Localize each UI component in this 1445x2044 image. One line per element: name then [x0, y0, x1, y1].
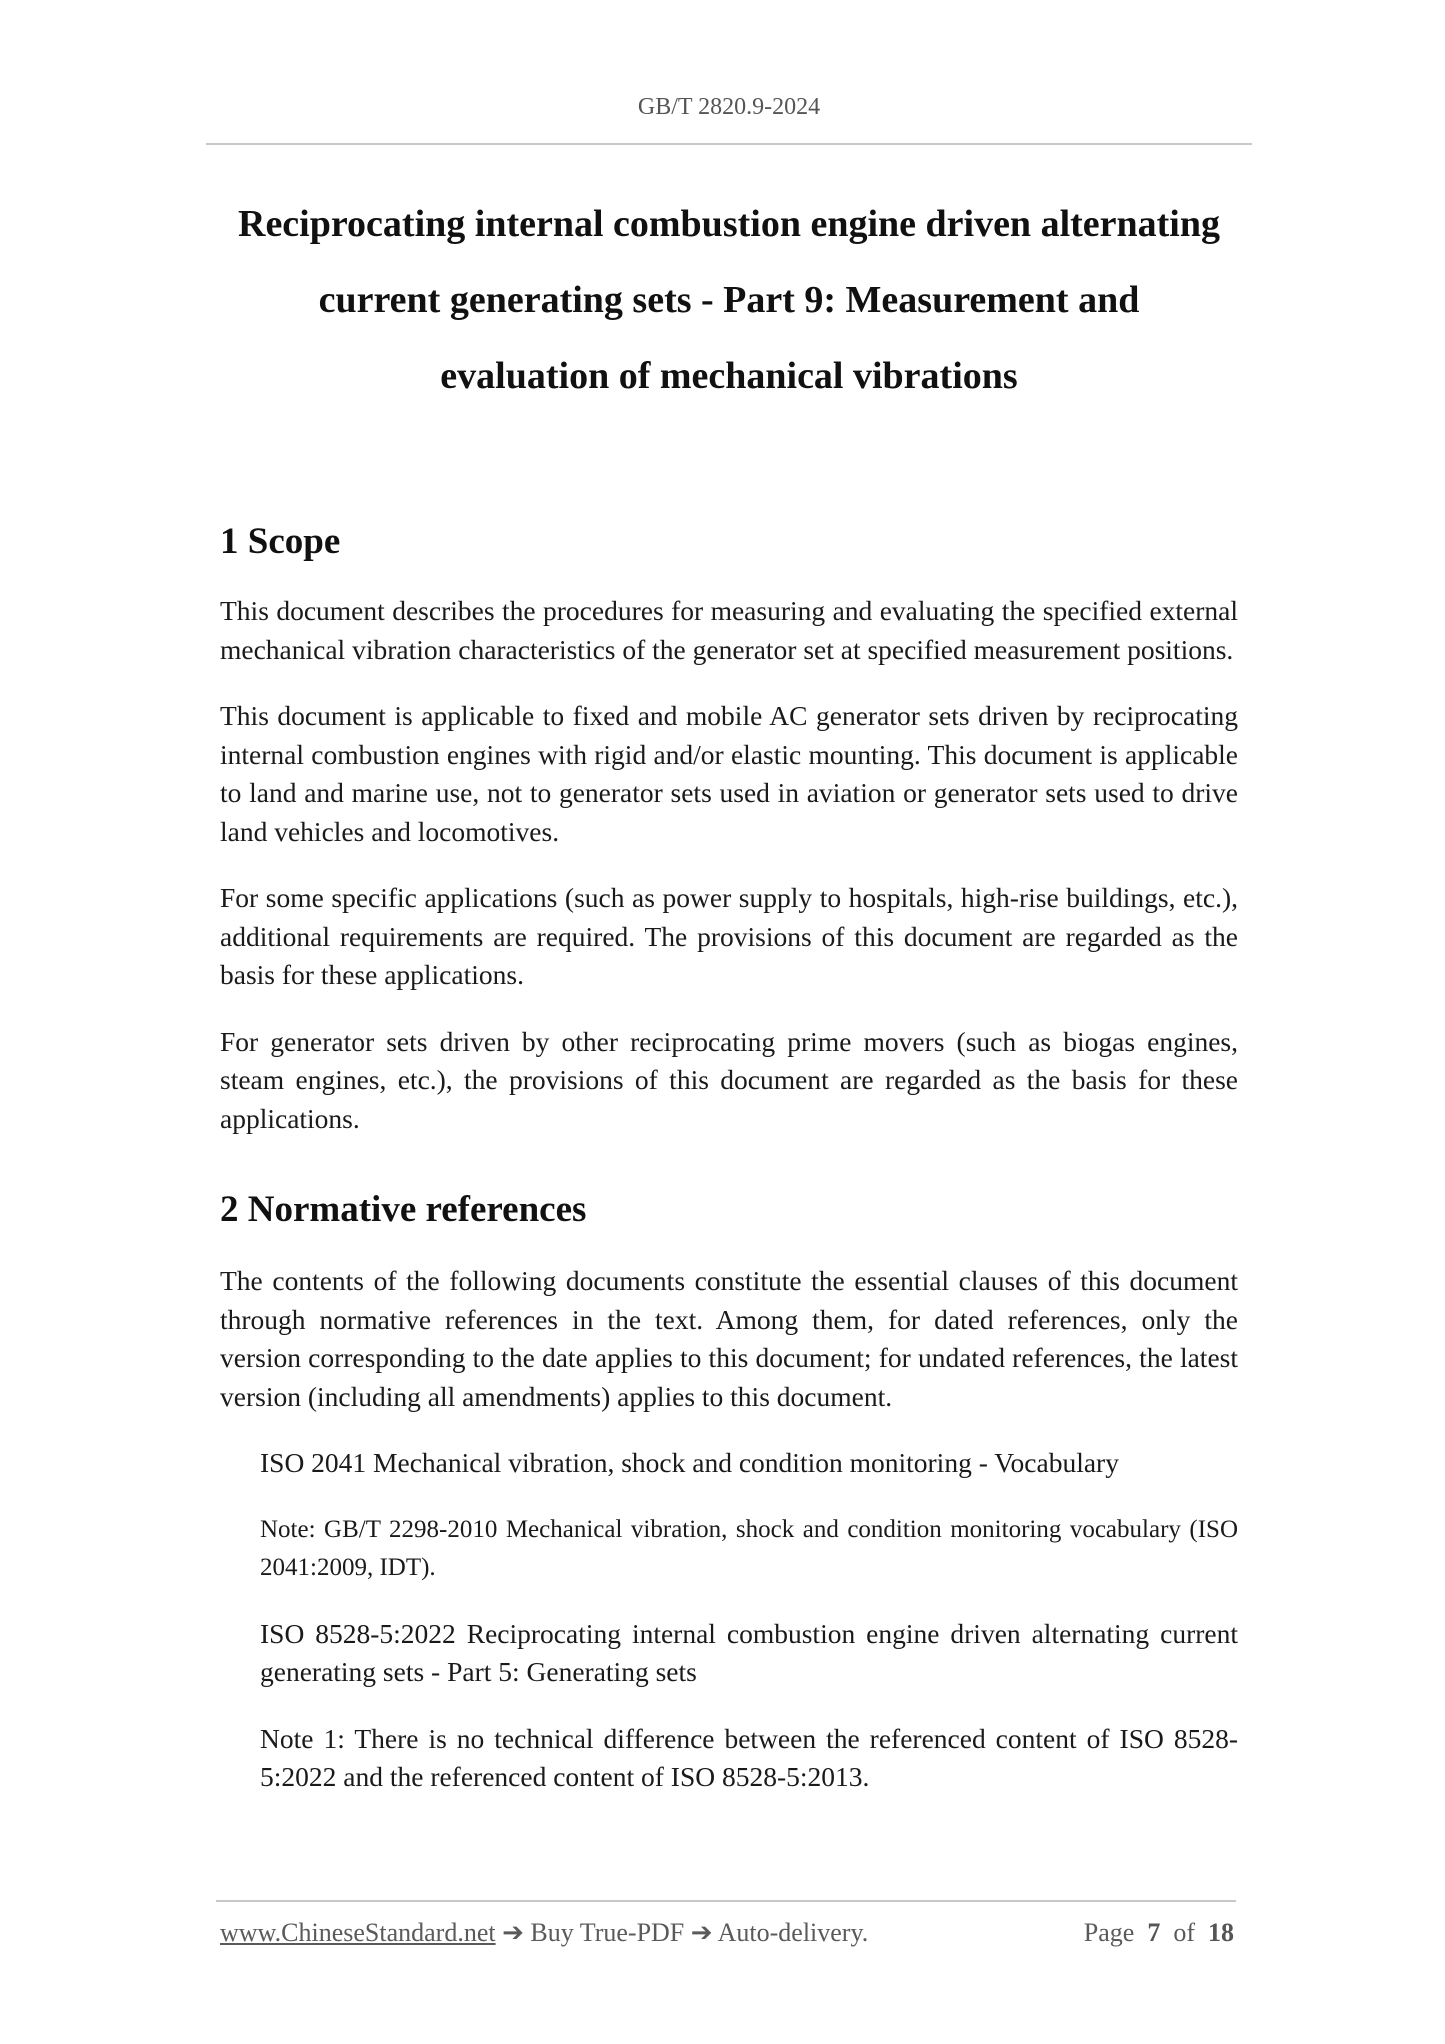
section-heading-scope: 1 Scope	[220, 521, 341, 562]
of-label: of	[1173, 1918, 1195, 1947]
total-pages-number: 18	[1208, 1918, 1234, 1947]
page-footer	[220, 1918, 1234, 1948]
title-line-2: current generating sets - Part 9: Measurement and	[318, 279, 1140, 321]
chinese-standard-link[interactable]: www.ChineseStandard.net	[220, 1918, 496, 1947]
document-header: GB/T 2820.9-2024	[637, 94, 821, 120]
footer-promo-text: ➔ Buy True-PDF ➔ Auto-delivery.	[495, 1918, 869, 1947]
reference-note: Note: GB/T 2298-2010 Mechanical vibration, shock and condition monitoring vocabulary (ISO 2041:2009, IDT).	[260, 1515, 1238, 1581]
title-line-3: evaluation of mechanical vibrations	[440, 355, 1018, 397]
scope-paragraph: This document is applicable to fixed and mobile AC generator sets driven by reciprocating internal combustion engines with rigid and/or elastic mounting. This document is applicable to land and marine use, not to generator sets used in aviation or generator sets used to drive land vehicles and locomotives.	[220, 700, 1238, 847]
scope-paragraph: This document describes the procedures for measuring and evaluating the specified external mechanical vibration characteristics of the generator set at specified measurement positions.	[220, 595, 1238, 665]
reference-iso-8528-5: ISO 8528-5:2022 Reciprocating internal combustion engine driven alternating current generating sets - Part 5: Generating sets	[260, 1617, 1238, 1687]
footer-divider	[216, 1900, 1236, 1902]
section-heading-normative-references: 2 Normative references	[220, 1189, 587, 1230]
document-body	[220, 512, 1238, 1825]
scope-paragraph: For generator sets driven by other reciprocating prime movers (such as biogas engines, steam engines, etc.), the provisions of this document are regarded as the basis for these applications.	[220, 1025, 1238, 1134]
title-line-1: Reciprocating internal combustion engine driven alternating	[238, 203, 1220, 245]
header-divider	[206, 143, 1252, 145]
page-number-indicator	[1084, 1918, 1234, 1948]
normative-intro-paragraph: The contents of the following documents constitute the essential clauses of this document through normative references in the text. Among them, for dated references, only the version corresponding to the date applies to this document; for undated references, the latest version (including all amendments) applies to this document.	[220, 1265, 1238, 1412]
reference-iso-2041: ISO 2041 Mechanical vibration, shock and condition monitoring - Vocabulary	[260, 1447, 1119, 1478]
page-label: Page	[1083, 1918, 1135, 1947]
current-page-number: 7	[1147, 1918, 1161, 1947]
document-title	[206, 186, 1252, 414]
reference-note: Note 1: There is no technical difference between the referenced content of ISO 8528-5:2022 and the referenced content of ISO 8528-5:2013.	[260, 1722, 1238, 1792]
scope-paragraph: For some specific applications (such as power supply to hospitals, high-rise buildings, etc.), additional requirements are required. The provisions of this document are regarded as the basis for these applications.	[220, 882, 1238, 990]
